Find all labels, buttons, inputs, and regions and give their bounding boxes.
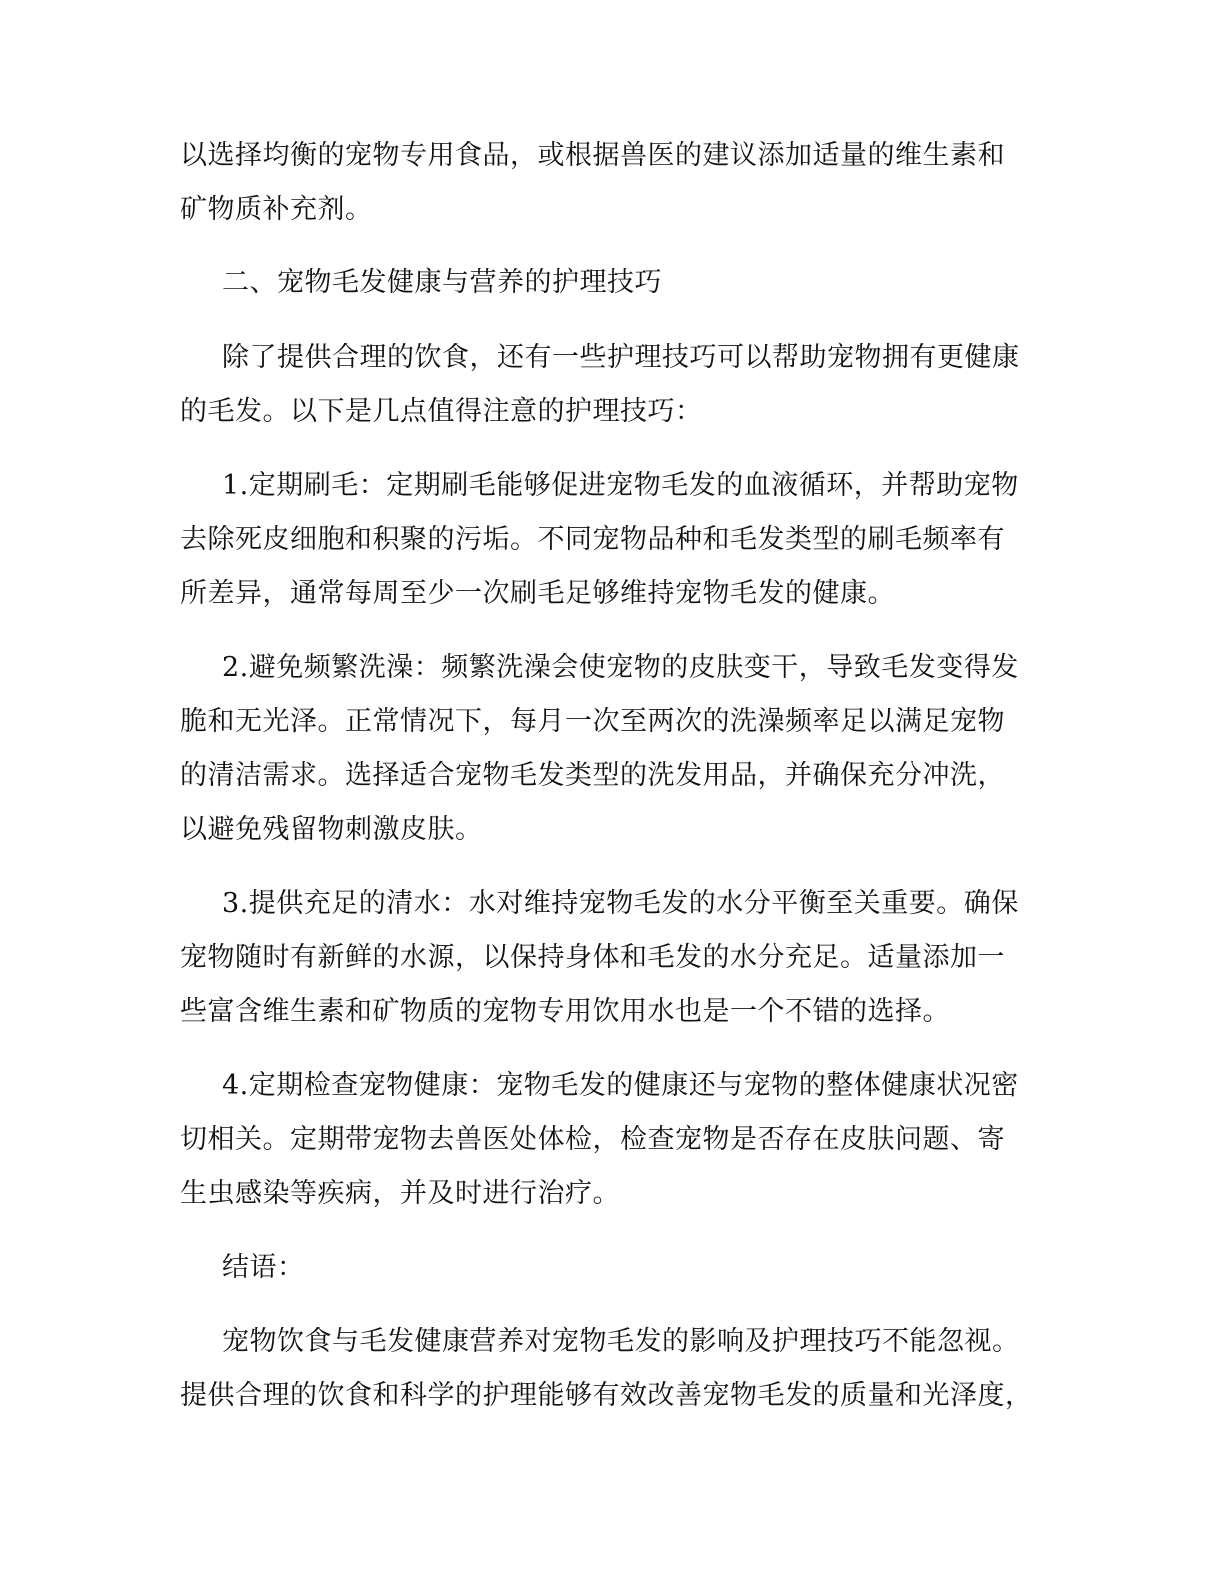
list-item-line: 的清洁需求。选择适合宠物毛发类型的洗发用品，并确保充分冲洗， [180, 760, 1005, 791]
paragraph-line: 宠物饮食与毛发健康营养对宠物毛发的影响及护理技巧不能忽视。 [222, 1326, 1020, 1357]
list-item-line: 4.定期检查宠物健康：宠物毛发的健康还与宠物的整体健康状况密 [222, 1070, 1019, 1101]
list-item-line: 些富含维生素和矿物质的宠物专用饮用水也是一个不错的选择。 [180, 996, 950, 1027]
list-item-line: 3.提供充足的清水：水对维持宠物毛发的水分平衡至关重要。确保 [222, 888, 1019, 919]
list-item-line: 切相关。定期带宠物去兽医处体检，检查宠物是否存在皮肤问题、寄 [180, 1124, 1005, 1155]
paragraph-line: 以选择均衡的宠物专用食品，或根据兽医的建议添加适量的维生素和 [180, 140, 1005, 171]
section-heading: 二、宠物毛发健康与营养的护理技巧 [222, 267, 662, 298]
list-item-line: 所差异，通常每周至少一次刷毛足够维持宠物毛发的健康。 [180, 578, 895, 609]
list-item-line: 脆和无光泽。正常情况下，每月一次至两次的洗澡频率足以满足宠物 [180, 706, 1005, 737]
paragraph-line: 矿物质补充剂。 [180, 194, 373, 225]
paragraph-line: 除了提供合理的饮食，还有一些护理技巧可以帮助宠物拥有更健康 [222, 342, 1020, 373]
list-item-line: 以避免残留物刺激皮肤。 [180, 814, 483, 845]
list-item-line: 宠物随时有新鲜的水源，以保持身体和毛发的水分充足。适量添加一 [180, 942, 1005, 973]
paragraph-line: 提供合理的饮食和科学的护理能够有效改善宠物毛发的质量和光泽度， [180, 1380, 1033, 1411]
list-item-line: 2.避免频繁洗澡：频繁洗澡会使宠物的皮肤变干，导致毛发变得发 [222, 652, 1019, 683]
conclusion-heading: 结语： [222, 1252, 305, 1283]
list-item-line: 去除死皮细胞和积聚的污垢。不同宠物品种和毛发类型的刷毛频率有 [180, 524, 1005, 555]
paragraph-line: 的毛发。以下是几点值得注意的护理技巧： [180, 396, 703, 427]
list-item-line: 生虫感染等疾病，并及时进行治疗。 [180, 1178, 620, 1209]
list-item-line: 1.定期刷毛：定期刷毛能够促进宠物毛发的血液循环，并帮助宠物 [222, 470, 1019, 501]
